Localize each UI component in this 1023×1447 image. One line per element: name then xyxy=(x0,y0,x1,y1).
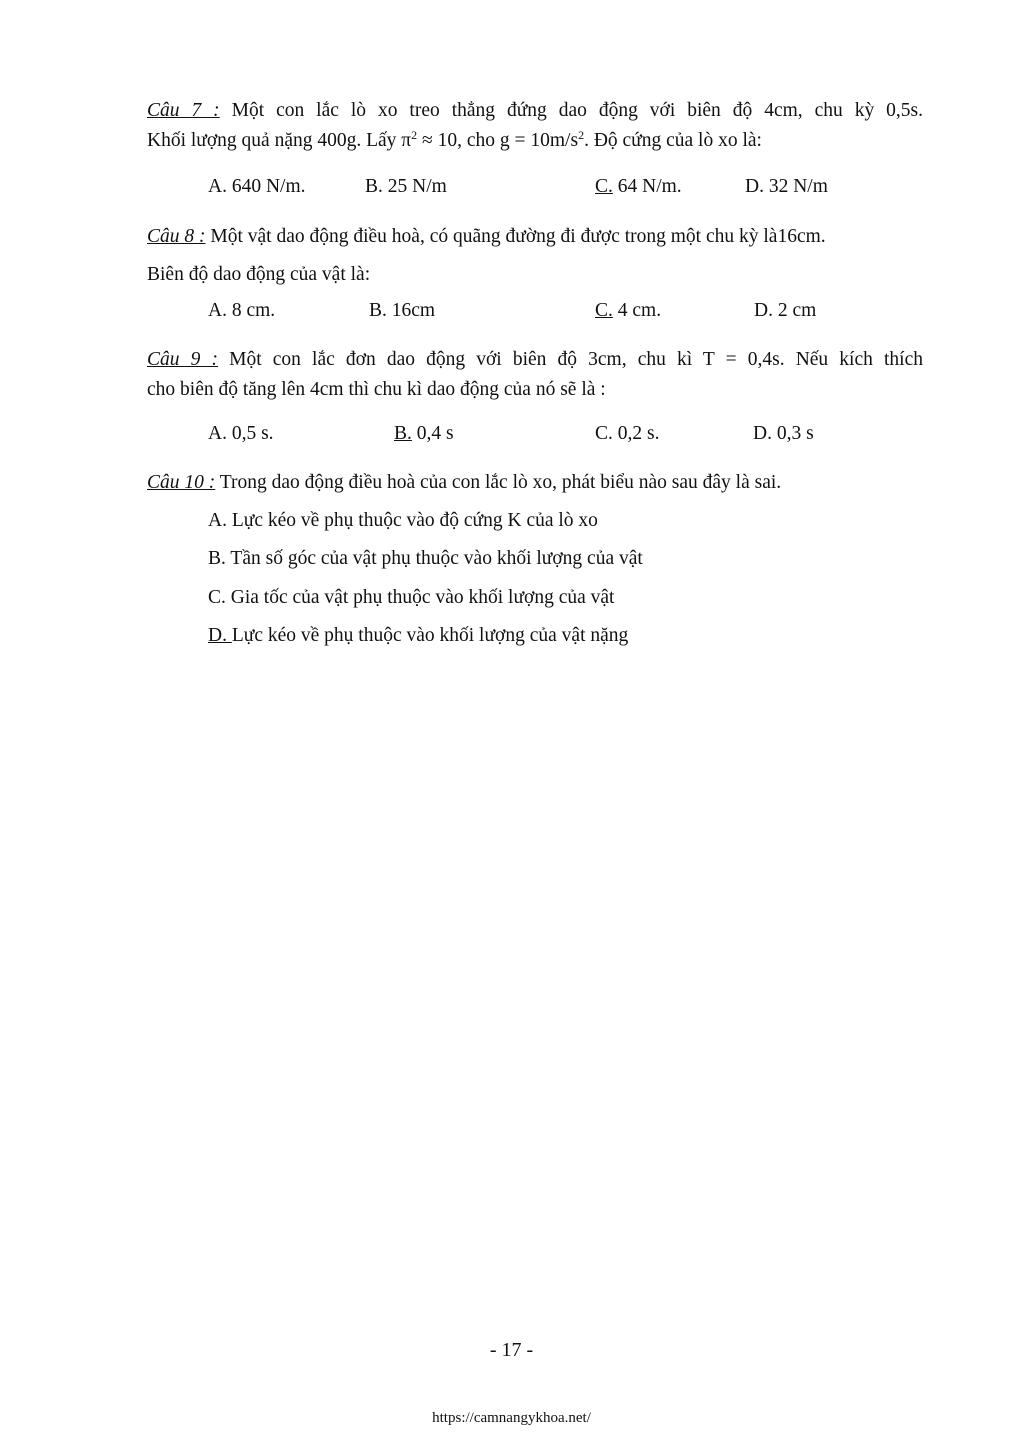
option-d: D. 0,3 s xyxy=(753,423,814,444)
option-b: B. 25 N/m xyxy=(365,176,447,197)
question-9-line-2: cho biên độ tăng lên 4cm thì chu kì dao động của nó sẽ là : xyxy=(147,379,606,400)
option-a: A. 0,5 s. xyxy=(208,423,274,444)
question-8-line-1: Câu 8 : Một vật dao động điều hoà, có quãng đường đi được trong một chu kỳ là16cm. xyxy=(147,226,826,247)
question-9-label: Câu 9 : xyxy=(147,349,218,370)
question-10-option-b: B. Tần số góc của vật phụ thuộc vào khối lượng của vật xyxy=(208,548,643,569)
question-7-label: Câu 7 : xyxy=(147,100,220,121)
option-c: C. 4 cm. xyxy=(595,300,662,321)
option-b: B. 0,4 s xyxy=(394,423,454,444)
page-number: - 17 - xyxy=(489,1339,534,1361)
question-10 xyxy=(147,468,923,498)
question-10-option-d: D. Lực kéo về phụ thuộc vào khối lượng của vật nặng xyxy=(208,625,629,646)
option-a: A. 8 cm. xyxy=(208,300,276,321)
question-8-options xyxy=(208,300,923,326)
option-a: A. 640 N/m. xyxy=(208,176,306,197)
option-d: D. 32 N/m xyxy=(745,176,828,197)
option-d: D. 2 cm xyxy=(754,300,817,321)
question-9-options xyxy=(208,423,923,449)
option-c: C. 0,2 s. xyxy=(595,423,660,444)
question-9-line-1: Câu 9 : Một con lắc đơn dao động với biên độ 3cm, chu kì T = 0,4s. Nếu kích thích xyxy=(147,349,923,370)
question-10-option-a: A. Lực kéo về phụ thuộc vào độ cứng K của lò xo xyxy=(208,510,598,531)
question-7-line-1: Câu 7 : Một con lắc lò xo treo thẳng đứng dao động với biên độ 4cm, chu kỳ 0,5s. xyxy=(147,100,923,121)
question-7-line-2: Khối lượng quả nặng 400g. Lấy $\pi^2 \approx 10$, cho $g = 10m/s^2$. Độ cứng của lò xo là: xyxy=(147,128,762,151)
footer-url: https://camnangykhoa.net/ xyxy=(432,1410,591,1426)
question-7 xyxy=(147,96,923,156)
question-8-label: Câu 8 : xyxy=(147,226,206,247)
question-8-line-2: Biên độ dao động của vật là: xyxy=(147,264,371,285)
option-c: C. 64 N/m. xyxy=(595,176,682,197)
question-10-option-c: C. Gia tốc của vật phụ thuộc vào khối lượng của vật xyxy=(208,587,615,608)
question-8 xyxy=(147,222,923,290)
option-b: B. 16cm xyxy=(369,300,436,321)
question-10-stem: Câu 10 : Trong dao động điều hoà của con lắc lò xo, phát biểu nào sau đây là sai. xyxy=(147,472,782,493)
question-9 xyxy=(147,345,923,405)
question-10-label: Câu 10 : xyxy=(147,472,216,493)
question-7-options xyxy=(208,176,923,202)
